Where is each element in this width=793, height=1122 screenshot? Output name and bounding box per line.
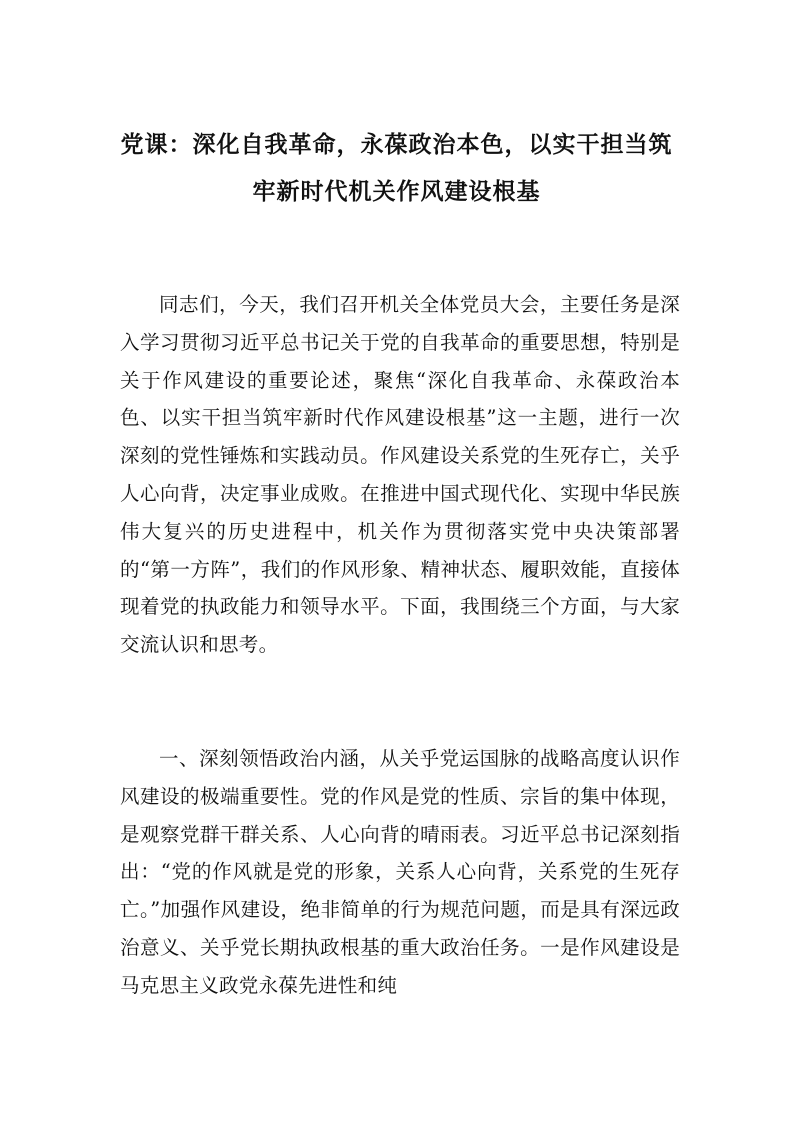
title-line-2: 牢新时代机关作风建设根基 — [252, 179, 541, 205]
paragraph-intro: 同志们，今天，我们召开机关全体党员大会，主要任务是深入学习贯彻习近平总书记关于党的自我革命的重要思想，特别是关于作风建设的重要论述，聚焦“深化自我革命、永葆政治本色、以实干担当筑牢新时代作风建设根基”这一主题，进行一次深刻的党性锤炼和实践动员。作风建设关系党的生死存亡，关乎人心向背，决定事业成败。在推进中国式现代化、实现中华民族伟大复兴的历史进程中，机关作为贯彻落实党中央决策部署的“第一方阵”，我们的作风形象、精神状态、履职效能，直接体现着党的执政能力和领导水平。下面，我围绕三个方面，与大家交流认识和思考。 — [120, 293, 680, 657]
title-line-1: 党课：深化自我革命，永葆政治本色，以实干担当筑 — [120, 132, 673, 158]
document-title — [100, 122, 693, 216]
paragraph-section-one: 一、深刻领悟政治内涵，从关乎党运国脉的战略高度认识作风建设的极端重要性。党的作风是党的性质、宗旨的集中体现，是观察党群干群关系、人心向背的晴雨表。习近平总书记深刻指出：“党的作风就是党的形象，关系人心向背，关系党的生死存亡。”加强作风建设，绝非简单的行为规范问题，而是具有深远政治意义、关乎党长期执政根基的重大政治任务。一是作风建设是马克思主义政党永葆先进性和纯 — [120, 747, 680, 997]
